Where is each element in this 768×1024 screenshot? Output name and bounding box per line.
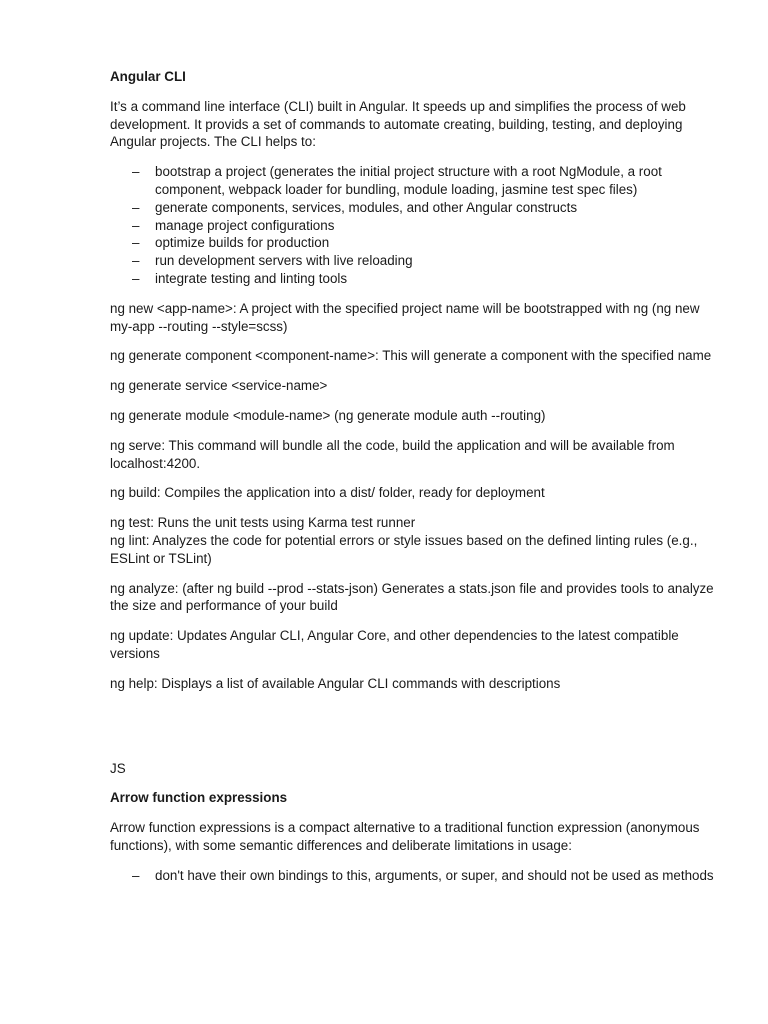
ng-new-paragraph: ng new <app-name>: A project with the specified project name will be bootstrapped with ng (ng new my-app --routing --style=scss) [110, 300, 700, 334]
arrow-functions-intro: Arrow function expressions is a compact alternative to a traditional function expression (anonymous functions), with some semantic differences and deliberate limitations in usage: [110, 820, 700, 853]
dash-bullet-icon: – [132, 199, 140, 215]
list-item-text: optimize builds for production [155, 235, 330, 251]
dash-bullet-icon: – [132, 235, 140, 251]
list-item [110, 163, 720, 199]
list-item [110, 217, 720, 235]
list-item [110, 270, 720, 288]
dash-bullet-icon: – [132, 253, 140, 269]
dash-bullet-icon: – [132, 270, 140, 286]
dash-bullet-icon: – [132, 217, 140, 233]
angular-cli-intro: It’s a command line interface (CLI) built in Angular. It speeds up and simplifies the process of web development. It provids a set of commands to automate creating, building, testing, and deploying Angular projects. The CLI helps to: [110, 98, 686, 150]
list-item-text: run development servers with live reloading [155, 253, 413, 269]
list-item-text: don't have their own bindings to this, arguments, or super, and should not be used as methods [155, 867, 714, 883]
ng-analyze-paragraph: ng analyze: (after ng build --prod --stats-json) Generates a stats.json file and provides tools to analyze the size and performance of your build [110, 580, 714, 614]
ng-lint-paragraph: ng lint: Analyzes the code for potential errors or style issues based on the defined linting rules (e.g., ESLint or TSLint) [110, 532, 698, 566]
ng-generate-component-paragraph: ng generate component <component-name>: This will generate a component with the specified name [110, 348, 712, 364]
ng-generate-service-paragraph: ng generate service <service-name> [110, 378, 328, 394]
list-item-text: manage project configurations [155, 217, 335, 233]
list-item-text: generate components, services, modules, and other Angular constructs [155, 199, 578, 215]
angular-cli-heading: Angular CLI [110, 69, 186, 84]
ng-build-paragraph: ng build: Compiles the application into a dist/ folder, ready for deployment [110, 485, 545, 501]
js-section-label: JS [110, 760, 126, 776]
ng-serve-paragraph: ng serve: This command will bundle all the code, build the application and will be available from localhost:4200. [110, 437, 675, 471]
ng-help-paragraph: ng help: Displays a list of available Angular CLI commands with descriptions [110, 675, 561, 691]
arrow-functions-bullet-list [110, 867, 720, 885]
list-item [110, 867, 720, 885]
ng-generate-module-paragraph: ng generate module <module-name> (ng generate module auth --routing) [110, 407, 546, 423]
dash-bullet-icon: – [132, 164, 140, 180]
list-item-text: bootstrap a project (generates the initial project structure with a root NgModule, a root component, webpack loader for bundling, module loading, jasmine test spec files) [155, 164, 662, 197]
section-spacer [110, 705, 720, 760]
angular-cli-bullet-list [110, 163, 720, 288]
document-content [110, 68, 720, 897]
list-item [110, 199, 720, 217]
list-item [110, 234, 720, 252]
ng-test-paragraph: ng test: Runs the unit tests using Karma test runner [110, 515, 416, 531]
ng-update-paragraph: ng update: Updates Angular CLI, Angular Core, and other dependencies to the latest compatible versions [110, 628, 679, 661]
arrow-functions-heading: Arrow function expressions [110, 790, 288, 806]
list-item-text: integrate testing and linting tools [155, 270, 348, 286]
dash-bullet-icon: – [132, 867, 140, 883]
list-item [110, 252, 720, 270]
